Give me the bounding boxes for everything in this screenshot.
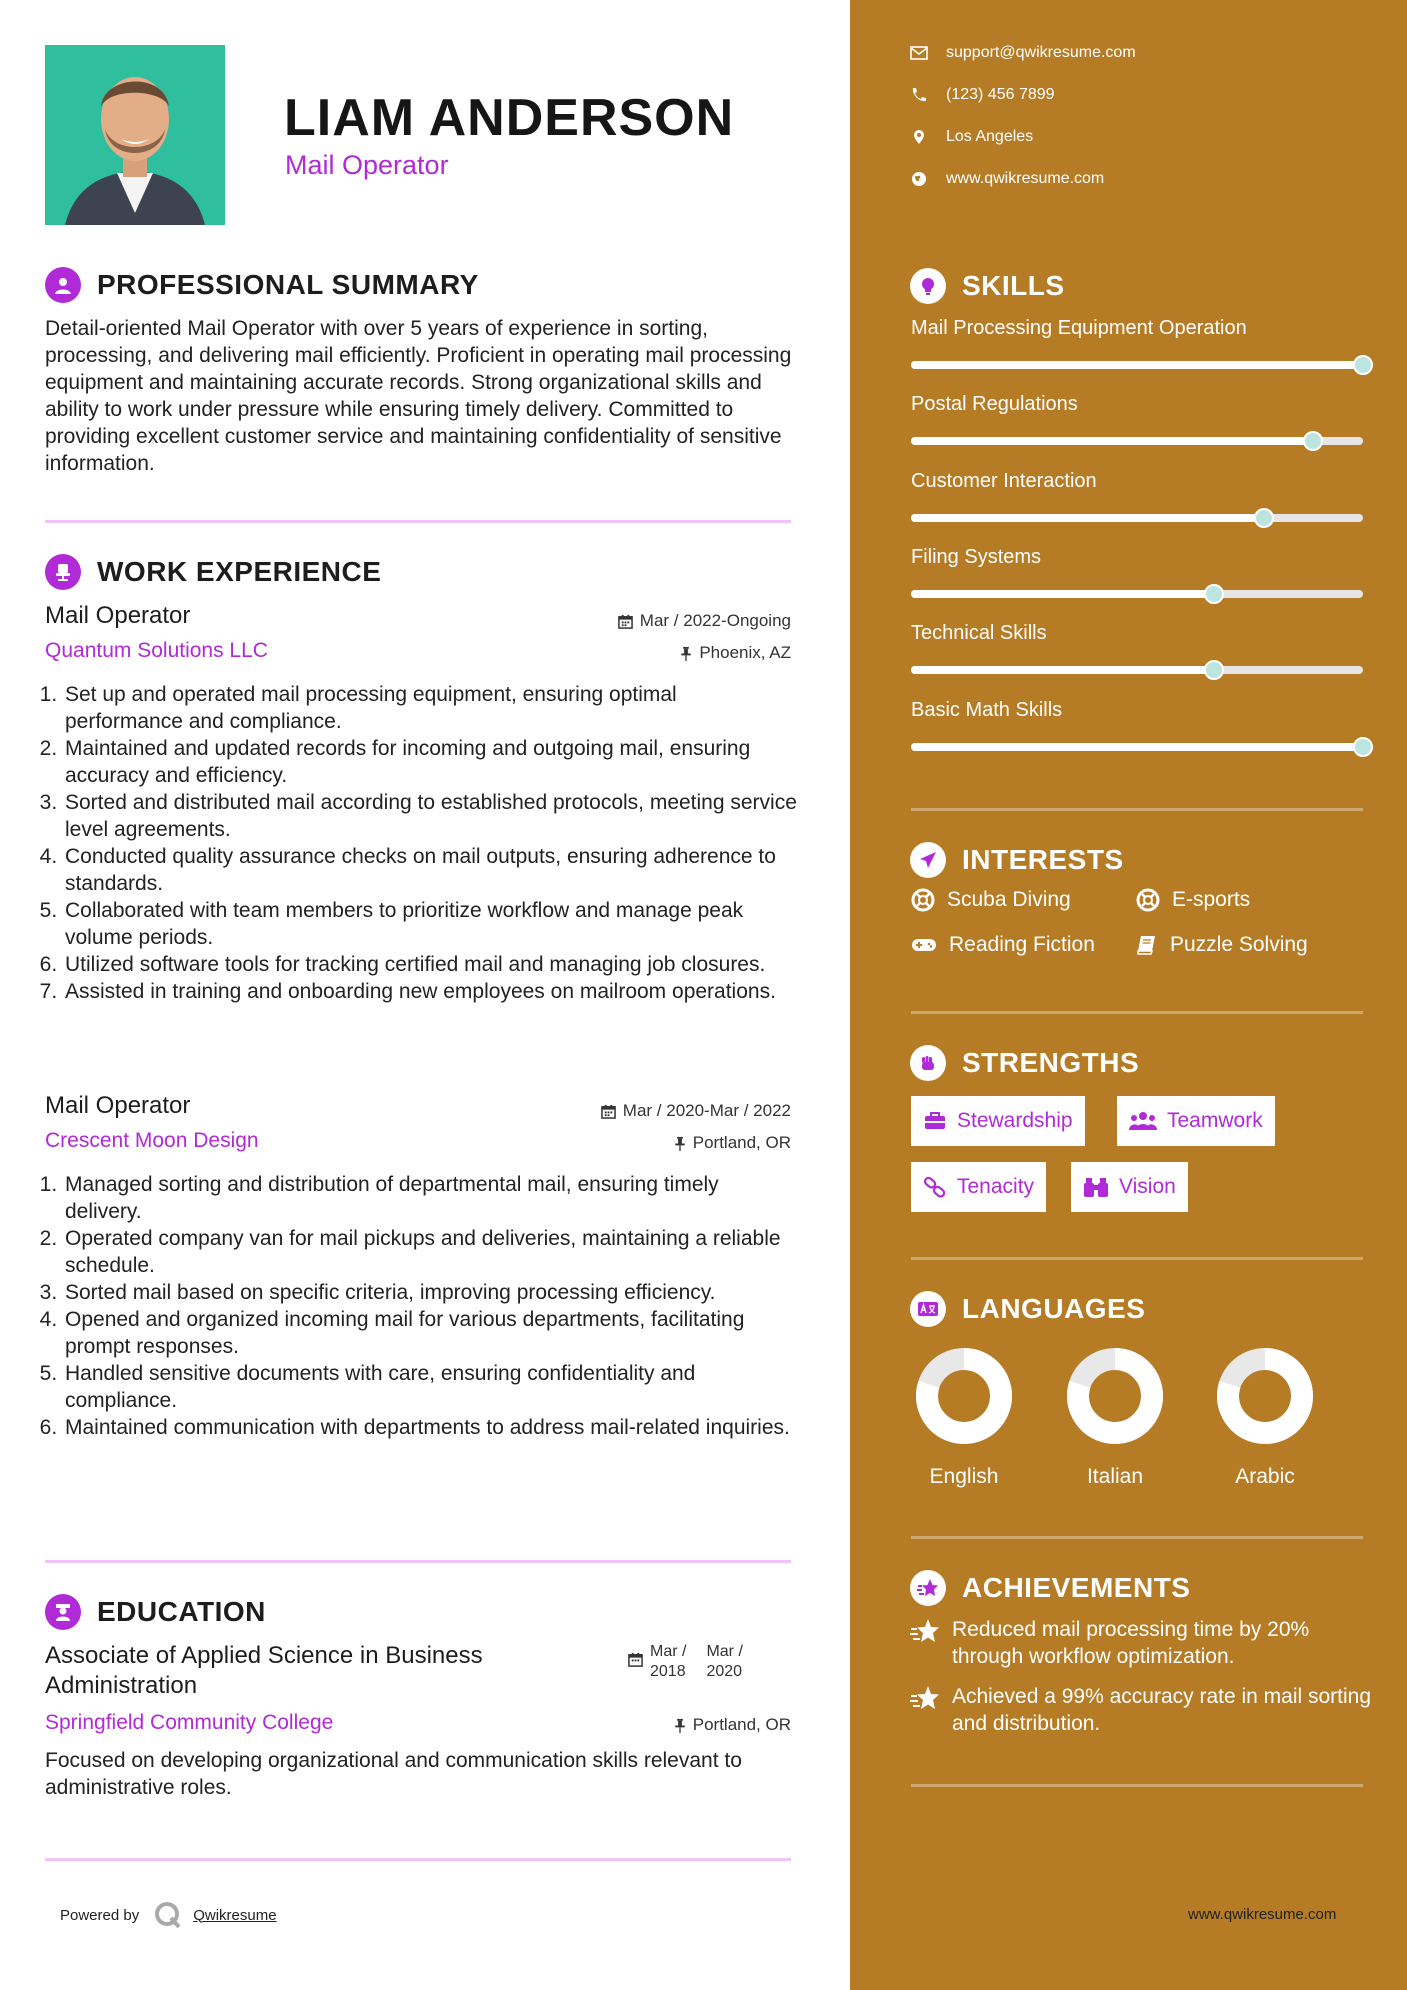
job-title: Mail Operator [45, 1092, 191, 1119]
translate-icon [910, 1291, 946, 1327]
education-section-header [45, 1594, 266, 1630]
envelope-icon [910, 46, 928, 60]
section-divider [911, 1257, 1363, 1260]
contact-website[interactable] [910, 170, 1104, 188]
strength-label: Teamwork [1167, 1109, 1263, 1132]
skill-bar [911, 514, 1363, 522]
start-year: 2018 [650, 1663, 686, 1680]
strength-label: Vision [1119, 1175, 1176, 1198]
skill-bar-fill [911, 743, 1363, 751]
job-date [500, 611, 791, 631]
skills-section-header [910, 268, 1065, 304]
list-item: 6. Maintained communication with departments to address mail-related inquiries. [63, 1414, 797, 1441]
achievement-item [910, 1683, 1380, 1737]
email-text: support@qwikresume.com [946, 44, 1136, 61]
candidate-name: LIAM ANDERSON [284, 89, 735, 147]
section-divider [911, 1011, 1363, 1014]
calendar-icon [618, 614, 633, 629]
section-divider [45, 1560, 791, 1563]
footer-website[interactable]: www.qwikresume.com [1188, 1906, 1337, 1923]
interest-item [911, 933, 1095, 957]
section-divider [911, 1536, 1363, 1539]
achievement-text: Reduced mail processing time by 20% through workflow optimization. [952, 1618, 1310, 1668]
footer-powered-by [60, 1900, 277, 1930]
languages-section-header [910, 1291, 1145, 1327]
skill-bar-fill [911, 514, 1264, 522]
job-title: Mail Operator [45, 602, 191, 629]
skill-label: Basic Math Skills [911, 699, 1063, 721]
interest-label: E-sports [1172, 888, 1251, 911]
language-label: Arabic [1235, 1465, 1295, 1488]
section-divider [45, 1858, 791, 1861]
phone-text: (123) 456 7899 [946, 86, 1055, 103]
work-section-header [45, 554, 381, 590]
skill-bar [911, 590, 1363, 598]
achievements-section-header [910, 1570, 1190, 1606]
trophy-star-icon [910, 1570, 946, 1606]
skill-bar [911, 743, 1363, 751]
star-icon [910, 1685, 940, 1711]
company-name: Crescent Moon Design [45, 1129, 259, 1152]
section-divider [911, 808, 1363, 811]
skill-bar-fill [911, 437, 1313, 445]
skill-label: Postal Regulations [911, 393, 1078, 415]
strength-chip [1117, 1096, 1275, 1146]
skill-bar [911, 666, 1363, 674]
list-item: 3. Sorted and distributed mail according to established protocols, meeting service level agreements. [63, 789, 797, 843]
languages-title: LANGUAGES [962, 1293, 1146, 1324]
list-item: 3. Sorted mail based on specific criteria, improving processing efficiency. [63, 1279, 797, 1306]
list-item: 7. Assisted in training and onboarding new employees on mailroom operations. [63, 978, 797, 1005]
interest-label: Puzzle Solving [1170, 933, 1308, 956]
lightbulb-icon [910, 268, 946, 304]
job-bullets [35, 681, 797, 1005]
language-item [1055, 1346, 1175, 1489]
section-divider [45, 520, 791, 523]
skill-bar [911, 361, 1363, 369]
strength-label: Tenacity [957, 1175, 1035, 1198]
skill-label: Technical Skills [911, 622, 1047, 644]
map-pin-icon [910, 129, 928, 145]
language-item [904, 1346, 1024, 1489]
education-location-text: Portland, OR [692, 1715, 791, 1734]
skill-bar-knob [1254, 508, 1274, 528]
skill-label: Mail Processing Equipment Operation [911, 317, 1247, 339]
education-text: Focused on developing organizational and communication skills relevant to administrative roles. [45, 1749, 742, 1799]
job-date-text: Mar / 2020-Mar / 2022 [622, 1101, 791, 1120]
education-title: EDUCATION [97, 1596, 266, 1627]
interest-item [1136, 888, 1250, 912]
list-item: 5. Collaborated with team members to prioritize workflow and manage peak volume periods. [63, 897, 797, 951]
website-text: www.qwikresume.com [946, 170, 1105, 187]
start-month: Mar / [650, 1643, 687, 1660]
end-month: Mar / [706, 1643, 743, 1660]
briefcase-icon [923, 1111, 947, 1131]
contact-email[interactable] [910, 44, 1136, 62]
users-icon [1129, 1110, 1157, 1132]
location-text: Los Angeles [946, 128, 1034, 145]
office-chair-icon [45, 554, 81, 590]
calendar-icon [601, 1104, 616, 1119]
strength-chip [1071, 1162, 1188, 1212]
strengths-section-header [910, 1045, 1139, 1081]
school-name: Springfield Community College [45, 1711, 334, 1734]
language-ring [914, 1346, 1014, 1446]
pin-icon [674, 1136, 686, 1151]
calendar-icon [628, 1652, 643, 1667]
fist-icon [910, 1045, 946, 1081]
skill-bar-knob [1204, 660, 1224, 680]
list-item: 1. Set up and operated mail processing equipment, ensuring optimal performance and compliance. [63, 681, 797, 735]
company-name: Quantum Solutions LLC [45, 639, 268, 662]
interests-section-header [910, 842, 1124, 878]
list-item: 4. Opened and organized incoming mail for various departments, facilitating prompt responses. [63, 1306, 797, 1360]
job-date [500, 1101, 791, 1121]
powered-by-label: Powered by [60, 1906, 140, 1924]
paper-plane-icon [910, 842, 946, 878]
skill-bar-fill [911, 666, 1214, 674]
job-location [500, 643, 791, 663]
list-item: 2. Operated company van for mail pickups and deliveries, maintaining a reliable schedule. [63, 1225, 797, 1279]
strength-chip [911, 1096, 1085, 1146]
contact-phone[interactable] [910, 86, 1055, 104]
binoculars-icon [1083, 1175, 1109, 1199]
contact-location [910, 128, 1033, 146]
skill-bar-knob [1353, 355, 1373, 375]
interest-label: Reading Fiction [949, 933, 1095, 956]
lifebuoy-icon [911, 888, 935, 912]
language-ring [1215, 1346, 1315, 1446]
education-location [500, 1715, 791, 1735]
gamepad-icon [911, 935, 937, 955]
sidebar [850, 0, 1407, 1990]
end-year: 2020 [706, 1663, 743, 1680]
education-end [706, 1642, 742, 1682]
candidate-role: Mail Operator [285, 150, 449, 180]
job-location-text: Phoenix, AZ [699, 643, 791, 662]
list-item: 6. Utilized software tools for tracking certified mail and managing job closures. [63, 951, 797, 978]
user-icon [45, 267, 81, 303]
skill-bar-fill [911, 590, 1214, 598]
graduate-icon [45, 1594, 81, 1630]
skill-bar-fill [911, 361, 1363, 369]
skill-bar-knob [1353, 737, 1373, 757]
strength-chip [911, 1162, 1046, 1212]
lifebuoy-icon [1136, 888, 1160, 912]
interest-item [911, 888, 1071, 912]
star-icon [910, 1618, 940, 1644]
skill-bar-knob [1303, 431, 1323, 451]
interest-label: Scuba Diving [947, 888, 1071, 911]
link-icon [923, 1175, 947, 1199]
phone-icon [910, 87, 928, 103]
language-item [1205, 1346, 1325, 1489]
work-title: WORK EXPERIENCE [97, 556, 382, 587]
summary-text: Detail-oriented Mail Operator with over 5 years of experience in sorting, processing, and delivering mail efficiently. Proficient in operating mail processing equipment and maintaining accurate records. Strong organizational skills and ability to work under pressure while ensuring timely delivery. Committed to providing excellent customer service and maintaining confidentiality of sensitive information. [45, 317, 792, 475]
interests-title: INTERESTS [962, 844, 1124, 875]
list-item: 2. Maintained and updated records for incoming and outgoing mail, ensuring accuracy and efficiency. [63, 735, 797, 789]
qwikresume-logo-icon [153, 1900, 183, 1930]
list-item: 1. Managed sorting and distribution of departmental mail, ensuring timely delivery. [63, 1171, 797, 1225]
language-label: Italian [1086, 1465, 1144, 1488]
pin-icon [680, 646, 692, 661]
job-location [500, 1133, 791, 1153]
achievement-item [910, 1616, 1380, 1670]
skill-label: Filing Systems [911, 546, 1042, 568]
skill-bar [911, 437, 1363, 445]
book-icon [1136, 934, 1158, 956]
summary-section-header [45, 267, 479, 303]
degree-title: Associate of Applied Science in Business Administration [45, 1642, 483, 1699]
profile-photo [45, 45, 225, 225]
language-ring [1065, 1346, 1165, 1446]
strength-label: Stewardship [957, 1109, 1073, 1132]
achievement-text: Achieved a 99% accuracy rate in mail sorting and distribution. [952, 1685, 1372, 1735]
job-location-text: Portland, OR [692, 1133, 791, 1152]
qwikresume-link[interactable]: Qwikresume [193, 1906, 277, 1924]
interest-item [1136, 933, 1308, 957]
language-label: English [929, 1465, 999, 1488]
skill-label: Customer Interaction [911, 470, 1097, 492]
strengths-title: STRENGTHS [962, 1047, 1140, 1078]
summary-title: PROFESSIONAL SUMMARY [97, 269, 479, 300]
globe-icon [910, 171, 928, 187]
skill-bar-knob [1204, 584, 1224, 604]
job-bullets [35, 1171, 797, 1441]
section-divider [911, 1784, 1363, 1787]
pin-icon [674, 1718, 686, 1733]
skills-title: SKILLS [962, 270, 1065, 301]
list-item: 5. Handled sensitive documents with care, ensuring confidentiality and compliance. [63, 1360, 797, 1414]
education-start [650, 1642, 686, 1682]
education-dates [628, 1642, 743, 1682]
list-item: 4. Conducted quality assurance checks on mail outputs, ensuring adherence to standards. [63, 843, 797, 897]
achievements-title: ACHIEVEMENTS [962, 1572, 1191, 1603]
job-date-text: Mar / 2022-Ongoing [639, 611, 791, 630]
